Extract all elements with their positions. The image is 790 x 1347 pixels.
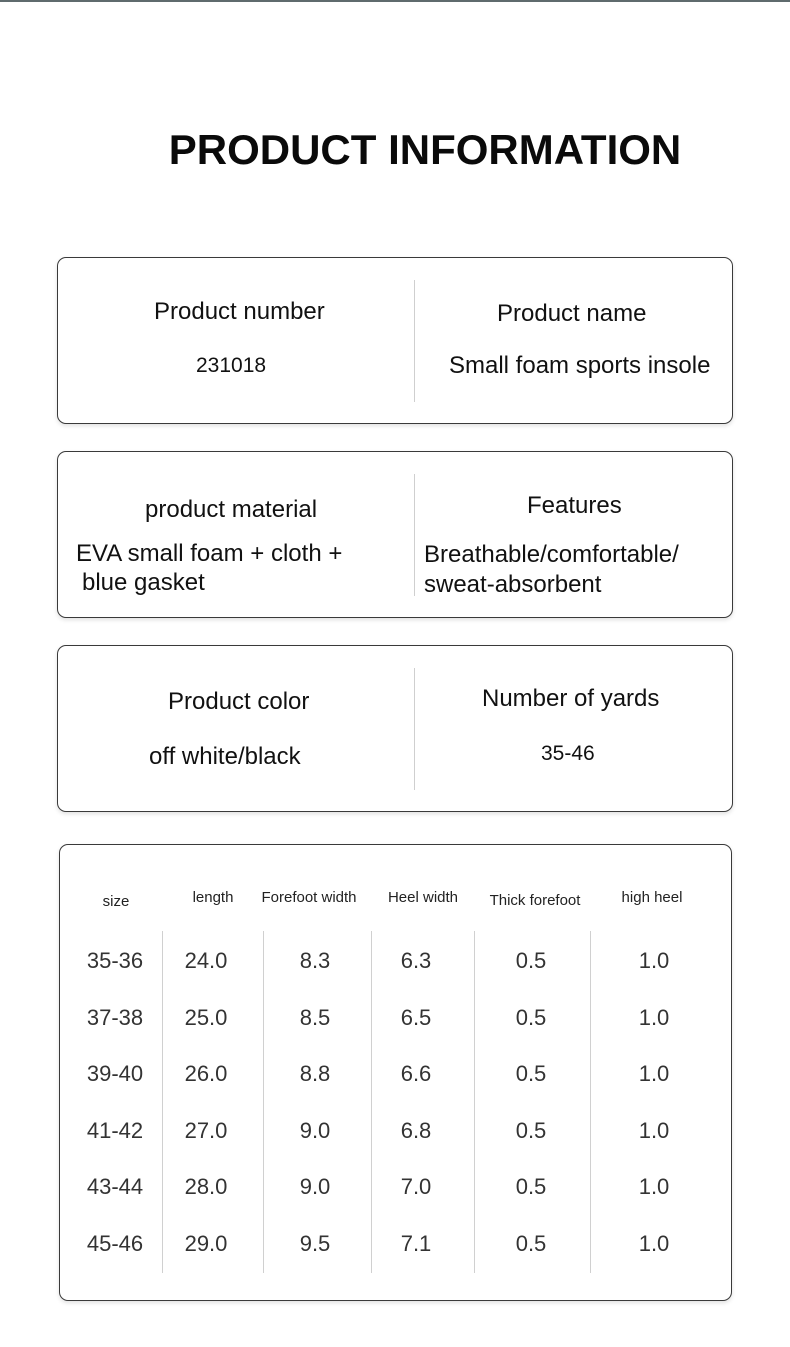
cell-length: 28.0	[184, 1174, 228, 1199]
cell-size: 39-40	[86, 1061, 144, 1086]
cell-high-heel: 1.0	[638, 1230, 670, 1256]
column-divider	[590, 931, 591, 1273]
cell-heel-width: 7.0	[400, 1174, 432, 1199]
features-value-line1: Breathable/comfortable/	[424, 541, 679, 568]
cell-forefoot-width: 9.0	[299, 1174, 331, 1199]
cell-forefoot-width: 9.0	[299, 1117, 331, 1143]
cell-size: 35-36	[86, 948, 144, 973]
cell-thick-forefoot: 0.5	[515, 1174, 547, 1199]
cell-length: 27.0	[184, 1117, 228, 1143]
cell-size: 45-46	[86, 1230, 144, 1256]
material-label: product material	[145, 496, 318, 523]
color-yards-card	[57, 645, 733, 812]
yards-value: 35-46	[541, 742, 595, 765]
cell-heel-width: 6.8	[400, 1117, 432, 1143]
header-heel-width: Heel width	[387, 889, 459, 906]
top-border-line	[0, 0, 790, 2]
header-high-heel: high heel	[621, 889, 683, 906]
product-name-label: Product name	[497, 300, 647, 327]
cell-heel-width: 6.6	[400, 1061, 432, 1086]
cell-thick-forefoot: 0.5	[515, 948, 547, 973]
cell-forefoot-width: 8.5	[299, 1004, 331, 1030]
material-value-line1: EVA small foam + cloth +	[76, 540, 343, 567]
material-features-card	[57, 451, 733, 618]
cell-heel-width: 7.1	[400, 1230, 432, 1256]
column-divider	[371, 931, 372, 1273]
cell-size: 43-44	[86, 1174, 144, 1199]
yards-label: Number of yards	[482, 685, 660, 712]
size-table	[59, 844, 732, 1301]
cell-high-heel: 1.0	[638, 948, 670, 973]
cell-thick-forefoot: 0.5	[515, 1117, 547, 1143]
color-value: off white/black	[149, 743, 301, 770]
cell-forefoot-width: 9.5	[299, 1230, 331, 1256]
cell-heel-width: 6.3	[400, 948, 432, 973]
cell-high-heel: 1.0	[638, 1117, 670, 1143]
cell-length: 25.0	[184, 1004, 228, 1030]
cell-high-heel: 1.0	[638, 1061, 670, 1086]
product-name-value: Small foam sports insole	[449, 352, 711, 379]
features-value-line2: sweat-absorbent	[424, 571, 602, 598]
cell-forefoot-width: 8.3	[299, 948, 331, 973]
card-divider	[414, 668, 415, 790]
cell-thick-forefoot: 0.5	[515, 1061, 547, 1086]
cell-forefoot-width: 8.8	[299, 1061, 331, 1086]
page-title: PRODUCT INFORMATION	[168, 126, 682, 173]
cell-heel-width: 6.5	[400, 1004, 432, 1030]
product-number-name-card	[57, 257, 733, 424]
cell-length: 24.0	[184, 948, 228, 973]
cell-thick-forefoot: 0.5	[515, 1004, 547, 1030]
cell-length: 26.0	[184, 1061, 228, 1086]
features-label: Features	[527, 492, 622, 519]
cell-size: 41-42	[86, 1117, 144, 1143]
column-divider	[474, 931, 475, 1273]
cell-thick-forefoot: 0.5	[515, 1230, 547, 1256]
column-divider	[162, 931, 163, 1273]
cell-high-heel: 1.0	[638, 1174, 670, 1199]
color-label: Product color	[168, 688, 310, 715]
column-divider	[263, 931, 264, 1273]
cell-size: 37-38	[86, 1004, 144, 1030]
card-divider	[414, 280, 415, 402]
header-length: length	[192, 889, 234, 906]
cell-high-heel: 1.0	[638, 1004, 670, 1030]
card-divider	[414, 474, 415, 596]
header-forefoot-width: Forefoot width	[261, 889, 357, 906]
cell-length: 29.0	[184, 1230, 228, 1256]
header-size: size	[102, 893, 130, 910]
header-thick-forefoot: Thick forefoot	[489, 892, 581, 909]
material-value-line2: blue gasket	[82, 569, 205, 596]
product-number-value: 231018	[196, 354, 267, 377]
product-number-label: Product number	[154, 298, 325, 325]
